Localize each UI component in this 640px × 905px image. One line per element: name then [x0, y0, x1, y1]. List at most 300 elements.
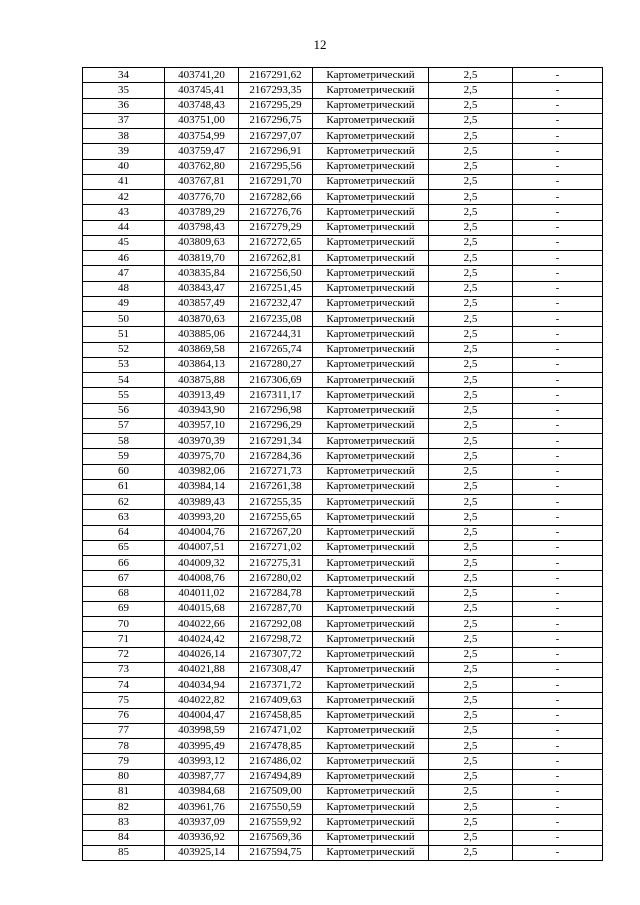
accuracy-cell: 2,5	[429, 510, 513, 525]
accuracy-cell: 2,5	[429, 357, 513, 372]
accuracy-cell: 2,5	[429, 296, 513, 311]
table-row	[83, 800, 603, 815]
x-coordinate-cell: 403998,59	[165, 723, 239, 738]
y-coordinate-cell: 2167276,76	[239, 205, 313, 220]
y-coordinate-cell: 2167262,81	[239, 251, 313, 266]
table-row	[83, 845, 603, 860]
accuracy-cell: 2,5	[429, 525, 513, 540]
y-coordinate-cell: 2167235,08	[239, 312, 313, 327]
table-row	[83, 373, 603, 388]
page-number: 12	[313, 37, 327, 52]
method-cell: Картометрический	[313, 571, 429, 586]
accuracy-cell: 2,5	[429, 235, 513, 250]
y-coordinate-cell: 2167478,85	[239, 739, 313, 754]
y-coordinate-cell: 2167265,74	[239, 342, 313, 357]
accuracy-cell: 2,5	[429, 174, 513, 189]
note-cell: -	[513, 129, 603, 144]
table-row	[83, 632, 603, 647]
x-coordinate-cell: 404007,51	[165, 540, 239, 555]
accuracy-cell: 2,5	[429, 403, 513, 418]
table-row	[83, 769, 603, 784]
method-cell: Картометрический	[313, 68, 429, 83]
accuracy-cell: 2,5	[429, 449, 513, 464]
method-cell: Картометрический	[313, 815, 429, 830]
table-row	[83, 556, 603, 571]
y-coordinate-cell: 2167494,89	[239, 769, 313, 784]
point-number-cell: 50	[83, 312, 165, 327]
note-cell: -	[513, 495, 603, 510]
y-coordinate-cell: 2167291,34	[239, 434, 313, 449]
table-row	[83, 449, 603, 464]
method-cell: Картометрический	[313, 266, 429, 281]
table-row	[83, 403, 603, 418]
point-number-cell: 45	[83, 235, 165, 250]
method-cell: Картометрический	[313, 174, 429, 189]
method-cell: Картометрический	[313, 784, 429, 799]
x-coordinate-cell: 403993,20	[165, 510, 239, 525]
method-cell: Картометрический	[313, 830, 429, 845]
point-number-cell: 51	[83, 327, 165, 342]
note-cell: -	[513, 190, 603, 205]
table-row	[83, 312, 603, 327]
y-coordinate-cell: 2167244,31	[239, 327, 313, 342]
method-cell: Картометрический	[313, 525, 429, 540]
point-number-cell: 73	[83, 662, 165, 677]
table-row	[83, 739, 603, 754]
method-cell: Картометрический	[313, 235, 429, 250]
x-coordinate-cell: 403984,14	[165, 479, 239, 494]
y-coordinate-cell: 2167471,02	[239, 723, 313, 738]
accuracy-cell: 2,5	[429, 312, 513, 327]
point-number-cell: 40	[83, 159, 165, 174]
method-cell: Картометрический	[313, 632, 429, 647]
y-coordinate-cell: 2167308,47	[239, 662, 313, 677]
y-coordinate-cell: 2167295,56	[239, 159, 313, 174]
x-coordinate-cell: 404021,88	[165, 662, 239, 677]
accuracy-cell: 2,5	[429, 662, 513, 677]
table-row	[83, 113, 603, 128]
x-coordinate-cell: 403789,29	[165, 205, 239, 220]
note-cell: -	[513, 647, 603, 662]
point-number-cell: 39	[83, 144, 165, 159]
accuracy-cell: 2,5	[429, 327, 513, 342]
coordinates-table	[82, 67, 603, 861]
note-cell: -	[513, 144, 603, 159]
point-number-cell: 62	[83, 495, 165, 510]
note-cell: -	[513, 601, 603, 616]
point-number-cell: 70	[83, 617, 165, 632]
accuracy-cell: 2,5	[429, 678, 513, 693]
method-cell: Картометрический	[313, 662, 429, 677]
x-coordinate-cell: 403767,81	[165, 174, 239, 189]
point-number-cell: 46	[83, 251, 165, 266]
accuracy-cell: 2,5	[429, 190, 513, 205]
method-cell: Картометрический	[313, 464, 429, 479]
note-cell: -	[513, 784, 603, 799]
point-number-cell: 82	[83, 800, 165, 815]
method-cell: Картометрический	[313, 205, 429, 220]
x-coordinate-cell: 403993,12	[165, 754, 239, 769]
y-coordinate-cell: 2167296,29	[239, 418, 313, 433]
point-number-cell: 54	[83, 373, 165, 388]
x-coordinate-cell: 404011,02	[165, 586, 239, 601]
point-number-cell: 59	[83, 449, 165, 464]
accuracy-cell: 2,5	[429, 708, 513, 723]
note-cell: -	[513, 662, 603, 677]
table-row	[83, 174, 603, 189]
accuracy-cell: 2,5	[429, 98, 513, 113]
x-coordinate-cell: 403943,90	[165, 403, 239, 418]
note-cell: -	[513, 220, 603, 235]
y-coordinate-cell: 2167255,65	[239, 510, 313, 525]
x-coordinate-cell: 403819,70	[165, 251, 239, 266]
accuracy-cell: 2,5	[429, 601, 513, 616]
note-cell: -	[513, 693, 603, 708]
method-cell: Картометрический	[313, 113, 429, 128]
point-number-cell: 57	[83, 418, 165, 433]
note-cell: -	[513, 373, 603, 388]
accuracy-cell: 2,5	[429, 571, 513, 586]
y-coordinate-cell: 2167296,98	[239, 403, 313, 418]
accuracy-cell: 2,5	[429, 800, 513, 815]
point-number-cell: 69	[83, 601, 165, 616]
note-cell: -	[513, 723, 603, 738]
note-cell: -	[513, 754, 603, 769]
table-row	[83, 510, 603, 525]
method-cell: Картометрический	[313, 449, 429, 464]
accuracy-cell: 2,5	[429, 540, 513, 555]
note-cell: -	[513, 540, 603, 555]
x-coordinate-cell: 403989,43	[165, 495, 239, 510]
point-number-cell: 80	[83, 769, 165, 784]
point-number-cell: 64	[83, 525, 165, 540]
table-row	[83, 205, 603, 220]
point-number-cell: 63	[83, 510, 165, 525]
point-number-cell: 41	[83, 174, 165, 189]
x-coordinate-cell: 403913,49	[165, 388, 239, 403]
note-cell: -	[513, 617, 603, 632]
y-coordinate-cell: 2167272,65	[239, 235, 313, 250]
point-number-cell: 71	[83, 632, 165, 647]
note-cell: -	[513, 464, 603, 479]
x-coordinate-cell: 404004,47	[165, 708, 239, 723]
table-row	[83, 434, 603, 449]
table-row	[83, 220, 603, 235]
x-coordinate-cell: 404015,68	[165, 601, 239, 616]
x-coordinate-cell: 403754,99	[165, 129, 239, 144]
method-cell: Картометрический	[313, 159, 429, 174]
table-row	[83, 708, 603, 723]
table-row	[83, 693, 603, 708]
y-coordinate-cell: 2167550,59	[239, 800, 313, 815]
accuracy-cell: 2,5	[429, 68, 513, 83]
note-cell: -	[513, 342, 603, 357]
note-cell: -	[513, 113, 603, 128]
note-cell: -	[513, 434, 603, 449]
accuracy-cell: 2,5	[429, 556, 513, 571]
accuracy-cell: 2,5	[429, 113, 513, 128]
x-coordinate-cell: 403995,49	[165, 739, 239, 754]
point-number-cell: 85	[83, 845, 165, 860]
method-cell: Картометрический	[313, 220, 429, 235]
y-coordinate-cell: 2167255,35	[239, 495, 313, 510]
note-cell: -	[513, 586, 603, 601]
accuracy-cell: 2,5	[429, 144, 513, 159]
x-coordinate-cell: 403741,20	[165, 68, 239, 83]
note-cell: -	[513, 251, 603, 266]
point-number-cell: 84	[83, 830, 165, 845]
x-coordinate-cell: 403798,43	[165, 220, 239, 235]
point-number-cell: 75	[83, 693, 165, 708]
accuracy-cell: 2,5	[429, 754, 513, 769]
y-coordinate-cell: 2167282,66	[239, 190, 313, 205]
y-coordinate-cell: 2167232,47	[239, 296, 313, 311]
accuracy-cell: 2,5	[429, 373, 513, 388]
table-row	[83, 617, 603, 632]
note-cell: -	[513, 174, 603, 189]
x-coordinate-cell: 403762,80	[165, 159, 239, 174]
accuracy-cell: 2,5	[429, 129, 513, 144]
table-row	[83, 830, 603, 845]
x-coordinate-cell: 403984,68	[165, 784, 239, 799]
x-coordinate-cell: 403982,06	[165, 464, 239, 479]
table-row	[83, 586, 603, 601]
x-coordinate-cell: 404009,32	[165, 556, 239, 571]
method-cell: Картометрический	[313, 251, 429, 266]
x-coordinate-cell: 403987,77	[165, 769, 239, 784]
table-row	[83, 98, 603, 113]
y-coordinate-cell: 2167287,70	[239, 601, 313, 616]
method-cell: Картометрический	[313, 617, 429, 632]
y-coordinate-cell: 2167291,70	[239, 174, 313, 189]
x-coordinate-cell: 403748,43	[165, 98, 239, 113]
table-row	[83, 540, 603, 555]
method-cell: Картометрический	[313, 647, 429, 662]
table-row	[83, 159, 603, 174]
method-cell: Картометрический	[313, 144, 429, 159]
accuracy-cell: 2,5	[429, 632, 513, 647]
point-number-cell: 34	[83, 68, 165, 83]
note-cell: -	[513, 556, 603, 571]
x-coordinate-cell: 403759,47	[165, 144, 239, 159]
x-coordinate-cell: 403975,70	[165, 449, 239, 464]
table-row	[83, 83, 603, 98]
accuracy-cell: 2,5	[429, 647, 513, 662]
note-cell: -	[513, 632, 603, 647]
accuracy-cell: 2,5	[429, 205, 513, 220]
x-coordinate-cell: 403776,70	[165, 190, 239, 205]
point-number-cell: 74	[83, 678, 165, 693]
note-cell: -	[513, 68, 603, 83]
y-coordinate-cell: 2167486,02	[239, 754, 313, 769]
y-coordinate-cell: 2167292,08	[239, 617, 313, 632]
x-coordinate-cell: 403936,92	[165, 830, 239, 845]
note-cell: -	[513, 281, 603, 296]
method-cell: Картометрический	[313, 708, 429, 723]
accuracy-cell: 2,5	[429, 388, 513, 403]
table-row	[83, 754, 603, 769]
note-cell: -	[513, 571, 603, 586]
y-coordinate-cell: 2167297,07	[239, 129, 313, 144]
accuracy-cell: 2,5	[429, 495, 513, 510]
note-cell: -	[513, 403, 603, 418]
y-coordinate-cell: 2167569,36	[239, 830, 313, 845]
method-cell: Картометрический	[313, 98, 429, 113]
method-cell: Картометрический	[313, 678, 429, 693]
table-row	[83, 723, 603, 738]
x-coordinate-cell: 403961,76	[165, 800, 239, 815]
method-cell: Картометрический	[313, 800, 429, 815]
method-cell: Картометрический	[313, 540, 429, 555]
point-number-cell: 48	[83, 281, 165, 296]
y-coordinate-cell: 2167280,27	[239, 357, 313, 372]
point-number-cell: 55	[83, 388, 165, 403]
point-number-cell: 60	[83, 464, 165, 479]
y-coordinate-cell: 2167256,50	[239, 266, 313, 281]
x-coordinate-cell: 404008,76	[165, 571, 239, 586]
y-coordinate-cell: 2167275,31	[239, 556, 313, 571]
point-number-cell: 83	[83, 815, 165, 830]
method-cell: Картометрический	[313, 723, 429, 738]
y-coordinate-cell: 2167284,36	[239, 449, 313, 464]
point-number-cell: 76	[83, 708, 165, 723]
method-cell: Картометрический	[313, 342, 429, 357]
x-coordinate-cell: 403843,47	[165, 281, 239, 296]
x-coordinate-cell: 403745,41	[165, 83, 239, 98]
note-cell: -	[513, 815, 603, 830]
y-coordinate-cell: 2167271,02	[239, 540, 313, 555]
point-number-cell: 58	[83, 434, 165, 449]
y-coordinate-cell: 2167271,73	[239, 464, 313, 479]
note-cell: -	[513, 525, 603, 540]
note-cell: -	[513, 159, 603, 174]
accuracy-cell: 2,5	[429, 845, 513, 860]
method-cell: Картометрический	[313, 510, 429, 525]
method-cell: Картометрический	[313, 769, 429, 784]
accuracy-cell: 2,5	[429, 479, 513, 494]
table-row	[83, 342, 603, 357]
table-row	[83, 495, 603, 510]
y-coordinate-cell: 2167409,63	[239, 693, 313, 708]
point-number-cell: 66	[83, 556, 165, 571]
note-cell: -	[513, 449, 603, 464]
accuracy-cell: 2,5	[429, 830, 513, 845]
method-cell: Картометрический	[313, 434, 429, 449]
point-number-cell: 81	[83, 784, 165, 799]
method-cell: Картометрический	[313, 312, 429, 327]
point-number-cell: 72	[83, 647, 165, 662]
point-number-cell: 43	[83, 205, 165, 220]
y-coordinate-cell: 2167298,72	[239, 632, 313, 647]
point-number-cell: 53	[83, 357, 165, 372]
table-row	[83, 678, 603, 693]
table-row	[83, 281, 603, 296]
method-cell: Картометрический	[313, 479, 429, 494]
table-row	[83, 327, 603, 342]
method-cell: Картометрический	[313, 296, 429, 311]
table-row	[83, 190, 603, 205]
method-cell: Картометрический	[313, 373, 429, 388]
x-coordinate-cell: 403864,13	[165, 357, 239, 372]
x-coordinate-cell: 403885,06	[165, 327, 239, 342]
method-cell: Картометрический	[313, 754, 429, 769]
method-cell: Картометрический	[313, 327, 429, 342]
table-row	[83, 479, 603, 494]
point-number-cell: 35	[83, 83, 165, 98]
point-number-cell: 44	[83, 220, 165, 235]
accuracy-cell: 2,5	[429, 723, 513, 738]
x-coordinate-cell: 404022,82	[165, 693, 239, 708]
accuracy-cell: 2,5	[429, 617, 513, 632]
note-cell: -	[513, 205, 603, 220]
x-coordinate-cell: 403870,63	[165, 312, 239, 327]
method-cell: Картометрический	[313, 601, 429, 616]
point-number-cell: 77	[83, 723, 165, 738]
point-number-cell: 68	[83, 586, 165, 601]
table-row	[83, 251, 603, 266]
accuracy-cell: 2,5	[429, 434, 513, 449]
note-cell: -	[513, 327, 603, 342]
point-number-cell: 38	[83, 129, 165, 144]
accuracy-cell: 2,5	[429, 281, 513, 296]
note-cell: -	[513, 739, 603, 754]
table-row	[83, 129, 603, 144]
note-cell: -	[513, 769, 603, 784]
x-coordinate-cell: 403875,88	[165, 373, 239, 388]
y-coordinate-cell: 2167261,38	[239, 479, 313, 494]
method-cell: Картометрический	[313, 845, 429, 860]
table-row	[83, 815, 603, 830]
note-cell: -	[513, 800, 603, 815]
point-number-cell: 42	[83, 190, 165, 205]
note-cell: -	[513, 830, 603, 845]
y-coordinate-cell: 2167311,17	[239, 388, 313, 403]
x-coordinate-cell: 404004,76	[165, 525, 239, 540]
y-coordinate-cell: 2167296,75	[239, 113, 313, 128]
table-row	[83, 647, 603, 662]
y-coordinate-cell: 2167458,85	[239, 708, 313, 723]
y-coordinate-cell: 2167284,78	[239, 586, 313, 601]
y-coordinate-cell: 2167267,20	[239, 525, 313, 540]
table-row	[83, 525, 603, 540]
method-cell: Картометрический	[313, 129, 429, 144]
accuracy-cell: 2,5	[429, 342, 513, 357]
x-coordinate-cell: 403809,63	[165, 235, 239, 250]
note-cell: -	[513, 418, 603, 433]
method-cell: Картометрический	[313, 388, 429, 403]
table-row	[83, 784, 603, 799]
x-coordinate-cell: 403925,14	[165, 845, 239, 860]
accuracy-cell: 2,5	[429, 251, 513, 266]
note-cell: -	[513, 312, 603, 327]
point-number-cell: 79	[83, 754, 165, 769]
point-number-cell: 61	[83, 479, 165, 494]
note-cell: -	[513, 357, 603, 372]
x-coordinate-cell: 403957,10	[165, 418, 239, 433]
table-row	[83, 144, 603, 159]
method-cell: Картометрический	[313, 739, 429, 754]
y-coordinate-cell: 2167280,02	[239, 571, 313, 586]
x-coordinate-cell: 403937,09	[165, 815, 239, 830]
x-coordinate-cell: 403857,49	[165, 296, 239, 311]
table-row	[83, 235, 603, 250]
accuracy-cell: 2,5	[429, 418, 513, 433]
y-coordinate-cell: 2167296,91	[239, 144, 313, 159]
table-row	[83, 296, 603, 311]
y-coordinate-cell: 2167251,45	[239, 281, 313, 296]
method-cell: Картометрический	[313, 418, 429, 433]
note-cell: -	[513, 845, 603, 860]
